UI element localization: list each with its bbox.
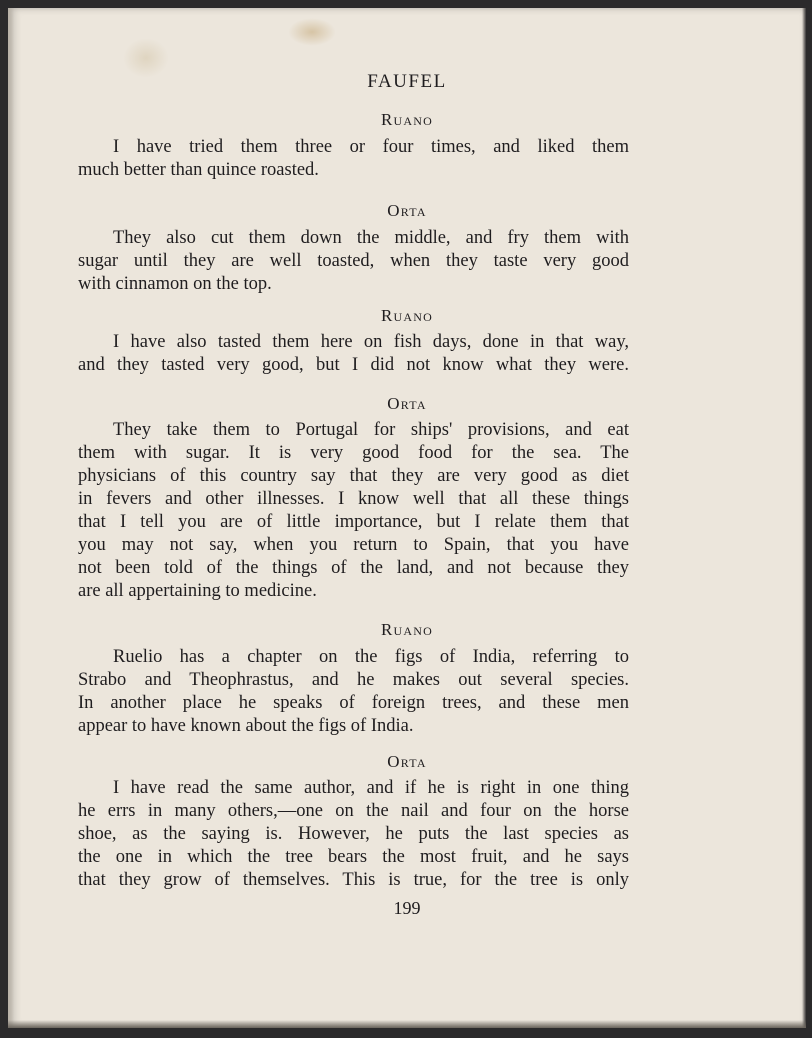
page-edge-shadow [802,8,806,1028]
text-line: They also cut them down the middle, and fry them with [113,228,629,248]
text-line: appear to have known about the figs of India. [78,716,414,736]
speaker-name: Ruano [380,110,433,129]
page-bottom-edge [8,1020,806,1028]
running-head: FAUFEL [367,71,447,92]
text-line: not been told of the things of the land, and not because they [78,558,629,578]
text-line: much better than quince roasted. [78,160,319,180]
text-line: I have tried them three or four times, and liked them [113,137,629,157]
speaker-name: Orta [387,201,427,220]
text-line: that they grow of themselves. This is true, for the tree is only [78,870,629,890]
book-page [8,8,806,1028]
page-gutter-shadow [8,8,14,1028]
speaker-name: Orta [387,394,427,413]
text-line: They take them to Portugal for ships' provisions, and eat [113,420,629,440]
text-line: In another place he speaks of foreign trees, and these men [78,693,629,713]
text-line: and they tasted very good, but I did not know what they were. [78,355,629,375]
speaker-name: Orta [387,752,427,771]
text-line: physicians of this country say that they are very good as diet [78,466,629,486]
speaker-name: Ruano [380,620,433,639]
paper-stain [288,18,336,46]
text-line: I have also tasted them here on fish days, done in that way, [113,332,629,352]
speaker-name: Ruano [380,306,433,325]
text-line: Ruelio has a chapter on the figs of India, referring to [113,647,629,667]
page-number: 199 [393,898,421,918]
text-line: in fevers and other illnesses. I know well that all these things [78,489,629,509]
text-line: the one in which the tree bears the most fruit, and he says [78,847,629,867]
text-line: shoe, as the saying is. However, he puts the last species as [78,824,629,844]
text-line: with cinnamon on the top. [78,274,272,294]
text-line: Strabo and Theophrastus, and he makes out several species. [78,670,629,690]
text-line: I have read the same author, and if he is right in one thing [113,778,629,798]
text-line: are all appertaining to medicine. [78,581,317,601]
text-line: that I tell you are of little importance, but I relate them that [78,512,629,532]
text-line: them with sugar. It is very good food for the sea. The [78,443,629,463]
text-line: you may not say, when you return to Spain, that you have [78,535,629,555]
text-line: he errs in many others,—one on the nail and four on the horse [78,801,629,821]
text-line: sugar until they are well toasted, when they taste very good [78,251,629,271]
